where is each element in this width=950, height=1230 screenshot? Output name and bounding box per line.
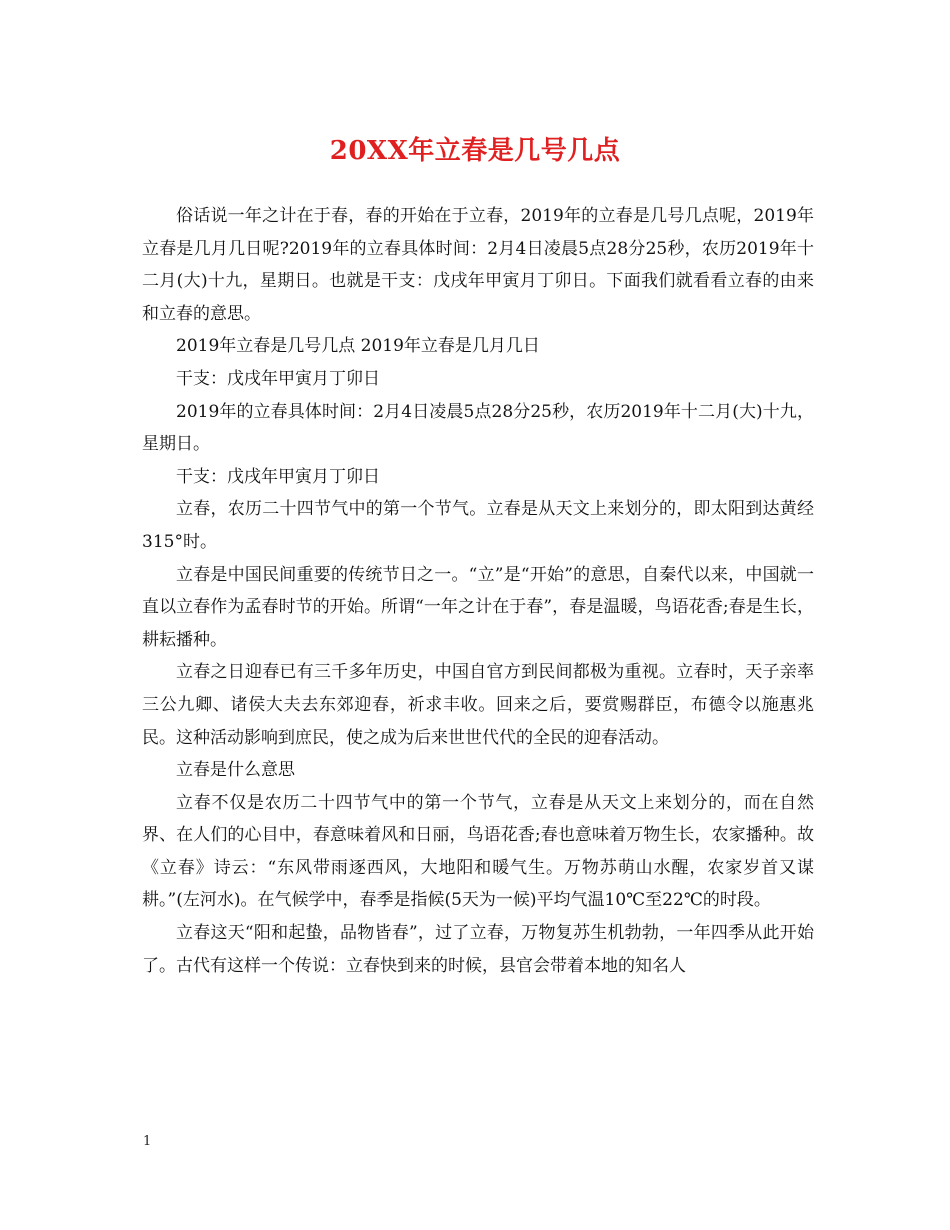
paragraph-meaning: 立春不仅是农历二十四节气中的第一个节气，立春是从天文上来划分的，而在自然界、在人们的心目中，春意味着风和日丽，鸟语花香;春也意味着万物生长，农家播种。故《立春》诗云：“东风带雨逐西风，大地阳和暖气生。万物苏萌山水醒，农家岁首又谋耕。”(左河水)。在气候学中，春季是指候(5天为一候)平均气温10℃至22℃的时段。 xyxy=(142,792,814,911)
paragraph-ganzhi: 干支：戊戌年甲寅月丁卯日 xyxy=(176,368,380,389)
paragraph-ganzhi-repeat: 干支：戊戌年甲寅月丁卯日 xyxy=(176,466,380,487)
paragraph-definition: 立春，农历二十四节气中的第一个节气。立春是从天文上来划分的，即太阳到达黄经315°时。 xyxy=(142,499,814,552)
paragraph-subheading: 2019年立春是几号几点 2019年立春是几月几日 xyxy=(176,336,540,357)
paragraph-legend: 立春这天“阳和起蛰，品物皆春”，过了立春，万物复苏生机勃勃，一年四季从此开始了。古代有这样一个传说：立春快到来的时候，县官会带着本地的知名人 xyxy=(142,923,814,976)
page-number: 1 xyxy=(143,1134,152,1149)
paragraph-exact-time: 2019年的立春具体时间：2月4日凌晨5点28分25秒，农历2019年十二月(大)十九，星期日。 xyxy=(142,401,814,455)
paragraph-tradition: 立春是中国民间重要的传统节日之一。“立”是“开始”的意思，自秦代以来，中国就一直以立春作为孟春时节的开始。所谓“一年之计在于春”，春是温暖，鸟语花香;春是生长，耕耘播种。 xyxy=(142,564,814,650)
document-title: 20XX年立春是几号几点 xyxy=(329,136,621,166)
paragraph-meaning-heading: 立春是什么意思 xyxy=(176,760,295,781)
paragraph-history: 立春之日迎春已有三千多年历史，中国自官方到民间都极为重视。立春时，天子亲率三公九卿、诸侯大夫去东郊迎春，祈求丰收。回来之后，要赏赐群臣，布德令以施惠兆民。这种活动影响到庶民，使之成为后来世世代代的全民的迎春活动。 xyxy=(142,662,814,748)
document-body xyxy=(142,200,814,982)
paragraph-intro: 俗话说一年之计在于春，春的开始在于立春，2019年的立春是几号几点呢，2019年立春是几月几日呢?2019年的立春具体时间：2月4日凌晨5点28分25秒，农历2019年十二月(大)十九，星期日。也就是干支：戊戌年甲寅月丁卯日。下面我们就看看立春的由来和立春的意思。 xyxy=(142,206,814,324)
